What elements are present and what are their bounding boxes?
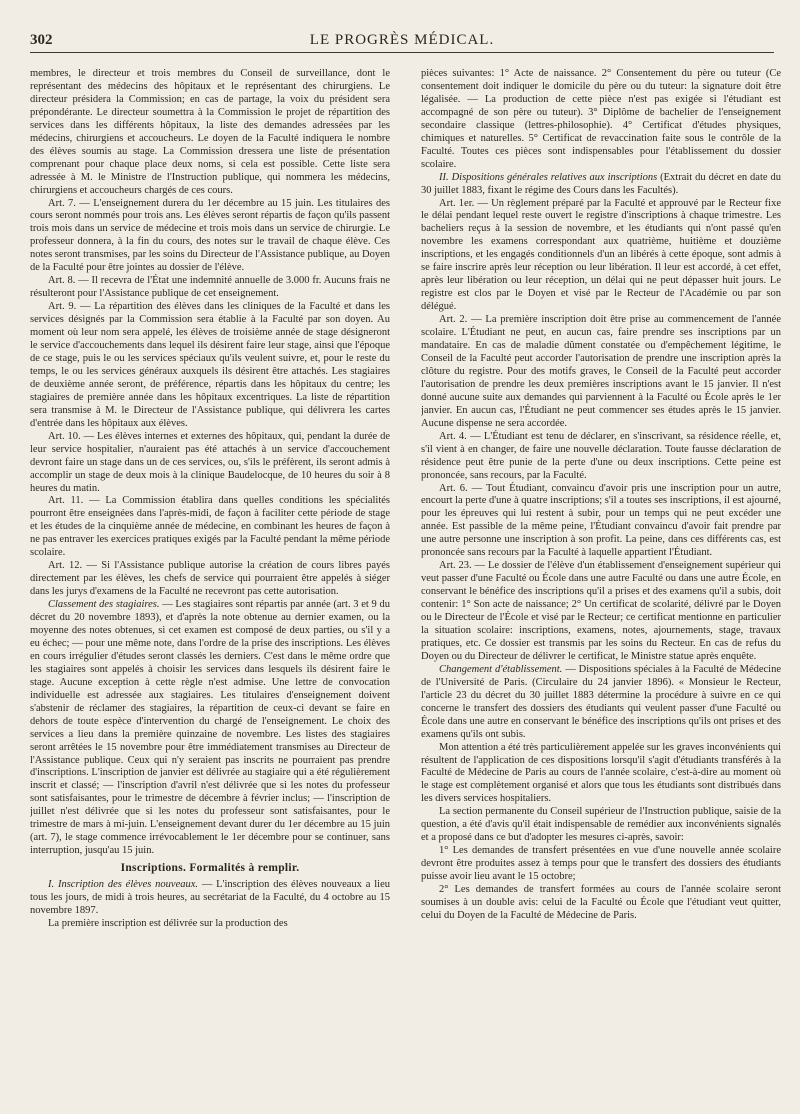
paragraph <box>421 198 781 315</box>
paragraph <box>30 275 390 301</box>
paragraph <box>421 742 781 807</box>
paragraph <box>421 664 781 742</box>
paragraph-text: Art. 9. — La répartition des élèves dans les cliniques de la Faculté et dans les services désignés par la Commission sera établie à la Faculté par son doyen. Au moment où leur nom sera appelé, les élèves de troisième année de stage désigneront le service d'accouchements dans lequel ils désirent faire leur stage, ainsi que l'époque de ce stage, puis le ou les services spéciaux qu'ils veulent suivre, et, pour le reste du temps, le ou les services généraux auxquels ils désirent être attachés. Les stagiaires de deuxième année seront, de préférence, répartis dans les hôpitaux du centre; les stagiaires de première année dans les hôpitaux excentriques. La liste de répartition sera transmise à M. le Directeur de l'Assistance publique, qui délivrera les cartes d'entrée dans les hôpitaux aux élèves. <box>30 301 390 429</box>
paragraph-text: Art. 8. — Il recevra de l'État une indemnité annuelle de 3.000 fr. Aucuns frais ne résulteront pour l'Assistance publique de cet enseignement. <box>30 275 390 300</box>
paragraph-text: membres, le directeur et trois membres du Conseil de surveillance, dont le représentant des médecins des hôpitaux et le représentant des chirurgiens. Le directeur présidera la Commission; en cas de partage, la voix du président sera prépondérante. Le directeur soumettra à la Commission le projet de répartition des services dans les différents hôpitaux, la liste des demandes adressées par les médecins, chirurgiens et accoucheurs. Le doyen de la Faculté indiquera le nombre des élèves soumis au stage. La Commission dressera une liste de présentation comprenant pour chaque place deux noms, si cela est possible. Cette liste sera adressée à M. le Ministre de l'Instruction publique, qui nommera les médecins, chirurgiens et accoucheurs chargés de ces cours. <box>30 68 390 196</box>
left-column <box>30 68 390 1098</box>
paragraph <box>421 560 781 664</box>
paragraph <box>30 431 390 496</box>
paragraph-text: Art. 6. — Tout Étudiant, convaincu d'avoir pris une inscription pour un autre, encourt la perte d'une à quatre inscriptions; s'il a toutes ses inscriptions, il est ajourné, pour les épreuves qui lui restent à subir, pour un temps qui ne peut excéder une année. Est passible de la même peine, l'Étudiant convaincu d'avoir fait prendre par une autre personne une inscription à son profit. La peine, dans ces différents cas, est prononcée sans recours par la Faculté à laquelle appartient l'Étudiant. <box>421 482 781 559</box>
paragraph-text: Art. 1er. — Un règlement préparé par la Faculté et approuvé par le Recteur fixe le délai pendant lequel reste ouvert le registre d'inscriptions à chaque trimestre. Les bacheliers reçus à la session de novembre, et les étudiants qui n'ont passé qu'en novembre les examens correspondant aux quatrième, huitième et douzième inscriptions, et les engagés conditionnels d'un an libérés à cette époque, sont admis à se faire inscrire après leur réception ou leur libération. Il leur est accordé, à cet effet, après leur libération ou leur réception, un délai qui ne peut dépasser huit jours. Le registre est clos par le Doyen et visé par le Recteur de l'Académie ou par son délégué. <box>421 197 781 313</box>
paragraph <box>30 560 390 599</box>
paragraph <box>421 845 781 884</box>
paragraph <box>421 884 781 923</box>
paragraph-text: 1° Les demandes de transfert présentées en vue d'une nouvelle année scolaire devront être produites assez à temps pour que le transfert des dossiers des étudiants puisse avoir lieu avant le 15 octobre; <box>421 845 781 883</box>
paragraph <box>30 68 390 198</box>
paragraph <box>421 68 781 172</box>
paragraph-text: (Extrait du décret en date du 30 juillet 1883, fixant le régime des Cours dans les Facultés). <box>421 171 781 196</box>
paragraph-text: 2° Les demandes de transfert formées au cours de l'année scolaire seront soumises à un double avis: celui de la Faculté ou École que l'étudiant veut quitter, celui du Doyen de la Faculté de Médecine de Paris. <box>421 884 781 921</box>
paragraph-text: pièces suivantes: 1° Acte de naissance. 2° Consentement du père ou tuteur (Ce consentement doit indiquer le domicile du père ou du tuteur: la signature doit être légalisée. — La production de cette pièce n'est pas exigée si l'étudiant est accompagné de son père ou tuteur). 3° Diplôme de bachelier de l'enseignement secondaire classique (lettres-philosophie). 4° Certificat d'études physiques, chimiques et naturelles. 5° Certificat de revaccination faite sous le contrôle de la Faculté. Toutes ces pièces sont indispensables pour l'établissement du dossier scolaire. <box>421 68 781 170</box>
paragraph <box>30 879 390 918</box>
paragraph <box>30 599 390 858</box>
paragraph-text: — Dispositions spéciales à la Faculté de Médecine de l'Université de Paris. (Circulaire du 24 janvier 1896). « Monsieur le Recteur, l'article 23 du décret du 30 juillet 1883 détermine la procédure à suivre en ce qui concerne le transfert des dossiers des étudiants qui veulent passer d'une Faculté ou École dans une autre en conservant le bénéfice des inscriptions qu'ils ont prises et des examens qu'ils ont subis. <box>421 663 781 740</box>
paragraph-text: La première inscription est délivrée sur la production des <box>48 917 288 929</box>
right-column <box>421 68 781 1098</box>
paragraph-text: Art. 10. — Les élèves internes et externes des hôpitaux, qui, pendant la durée de leur service hospitalier, n'auraient pas été attachés à un service d'accouchement devront faire un stage dans un de ces services, ou, s'ils le préfèrent, ils seront admis à accomplir un stage de deux mois à la clinique Baudelocque, de 10 heures du soir à 8 heures du matin. <box>30 430 390 494</box>
page-number: 302 <box>30 32 53 48</box>
paragraph-text: Art. 4. — L'Étudiant est tenu de déclarer, en s'inscrivant, sa résidence réelle, et, s'il vient à en changer, de faire une nouvelle déclaration. Toute fausse déclaration de résidence peut être punie de la perte d'une ou deux inscriptions. Cette peine est prononcée, sans recours, par la Faculté. <box>421 430 781 481</box>
paragraph-text: — Les stagiaires sont répartis par année (art. 3 et 9 du décret du 20 novembre 1893), et d'après la note obtenue au dernier examen, ou la moyenne des notes obtenues, si cet examen est composé de deux parties, ou s'il y a eu échec; — pour une même note, dans l'ordre de la prise des inscriptions. Les élèves en cours irrégulier d'études seront classés les derniers. C'est dans le même ordre que les stagiaires sont appelés à choisir les services dans lesquels ils désirent faire le stage. Aucune exception à cette règle n'est admise. Une lettre de convocation individuelle est adressée aux stagiaires. Les titulaires d'enseignement doivent s'abstenir de réclamer des stagiaires, la répartition de ceux-ci devant se faire en dehors de toute espèce d'intervention du chargé de l'enseignement. Le choix des services a lieu dans la première quinzaine de novembre. Les listes des stagiaires seront arrêtées le 15 novembre pour être immédiatement transmises au Directeur de l'Assistance publique. Ceux qui n'y seraient pas inscrits ne pourraient pas prendre d'inscriptions. L'inscription de janvier est délivrée au stagiaire qui a été régulièrement inscrit et classé; — l'inscription d'avril n'est délivrée que si les notes du professeur sont satisfaisantes, pour le trimestre de décembre à février inclus; — l'inscription de juillet n'est délivrée que si les notes du professeur sont satisfaisantes, pour le trimestre de mars à mi-juin. L'enseignement devant durer du 1er décembre au 15 juin (art. 7), le stage commence irrévocablement le 1er décembre pour se continuer, sans interruption, jusqu'au 15 juin. <box>30 599 390 857</box>
section-heading: Inscriptions. Formalités à remplir. <box>120 862 300 875</box>
paragraph-text: Mon attention a été très particulièrement appelée sur les graves inconvénients qui résultent de l'application de ces dispositions lorsqu'il s'agit d'étudiants transférés à la Faculté de Médecine de Paris au cours de l'année scolaire, c'est-à-dire au moment où le stage est complètement organisé et alors que tous les étudiants sont distribués dans les divers services hospitaliers. <box>421 741 781 805</box>
paragraph-text: Art. 7. — L'enseignement durera du 1er décembre au 15 juin. Les titulaires des cours seront nommés pour trois ans. Les élèves seront répartis de façon qu'ils passent trois mois dans un service de médecine et trois mois dans un service de chirurgie. Le professeur donnera, à la fin du cours, des notes sur le travail de chaque élève. Ces notes seront transmises, par les soins du Directeur de l'Assistance publique, au Doyen de la Faculté pour être jointes au dossier de l'élève. <box>30 197 390 274</box>
paragraph <box>30 301 390 431</box>
paragraph <box>30 198 390 276</box>
paragraph-text: Art. 2. — La première inscription doit être prise au commencement de l'année scolaire. L'Étudiant ne peut, en aucun cas, faire prendre ses inscriptions par un mandataire. En cas de maladie dûment constatée ou d'empêchement légitime, le Conseil de la Faculté peut accorder l'autorisation de prendre une inscription après la clôture du registre. Pour des motifs graves, le Conseil de la Faculté peut accorder l'autorisation de prendre les deux premières inscriptions avant le 15 janvier. Il n'est donné aucune suite aux demandes qui parviennent à la Faculté ou École après le 1er janvier. En aucun cas, l'Étudiant ne peut commencer ses études après le 15 janvier. Aucune dispense ne sera accordée. <box>421 314 781 429</box>
paragraph-lead: I. Inscription des élèves nouveaux. <box>48 879 199 891</box>
paragraph-text: Art. 12. — Si l'Assistance publique autorise la création de cours libres payés directement par les élèves, les chefs de service qui pourraient être appelés à siéger dans les jurys d'examens de la Faculté ne recevront pas cette autorisation. <box>30 560 390 598</box>
paragraph <box>421 314 781 431</box>
paragraph-text: La section permanente du Conseil supérieur de l'Instruction publique, saisie de la question, a été d'avis qu'il était indispensable de remédier aux inconvénients signalés et a proposé dans ce but d'adopter les mesures ci-après, savoir: <box>421 806 781 844</box>
paragraph-lead: Changement d'établissement. <box>439 663 563 675</box>
paragraph <box>30 918 390 931</box>
paragraph <box>30 495 390 560</box>
paragraph <box>421 172 781 198</box>
paragraph-text: Art. 11. — La Commission établira dans quelles conditions les spécialités pourront être enseignées dans l'après-midi, de façon à faciliter cette période de stage et les études de la cinquième année de médecine, en combinant les heures de façon à ne pas entraver les exercices pratiques exigés par la Faculté pendant la même période scolaire. <box>30 495 390 559</box>
paragraph <box>421 431 781 483</box>
paragraph-text: — L'inscription des élèves nouveaux a lieu tous les jours, de midi à trois heures, au secrétariat de la Faculté, du 4 octobre au 15 novembre 1897. <box>30 879 390 916</box>
paragraph-lead: II. Dispositions générales relatives aux inscriptions <box>439 171 658 183</box>
page-header <box>30 32 774 53</box>
paragraph-lead: Classement des stagiaires. <box>48 599 160 611</box>
paragraph <box>421 806 781 845</box>
paragraph <box>421 483 781 561</box>
paragraph-text: Art. 23. — Le dossier de l'élève d'un établissement d'enseignement supérieur qui veut passer d'une Faculté ou École dans une autre Faculté ou dans une autre École, en conservant le bénéfice des inscriptions qu'il a prises et des examens qu'il a subis, doit contenir: 1° Son acte de naissance; 2° Un certificat de scolarité, délivré par le Doyen ou le Directeur de l'École et visé par le Recteur; ce certificat mentionne en particulier la situation scolaire: inscriptions, examens, notes, ajournements, stage, travaux pratiques, etc. Ce dossier est transmis par les soins du Recteur. En cas de refus du Doyen ou du Directeur de délivrer le certificat, le Ministre statue après enquête. <box>421 560 781 662</box>
running-title: LE PROGRÈS MÉDICAL. <box>309 32 495 48</box>
